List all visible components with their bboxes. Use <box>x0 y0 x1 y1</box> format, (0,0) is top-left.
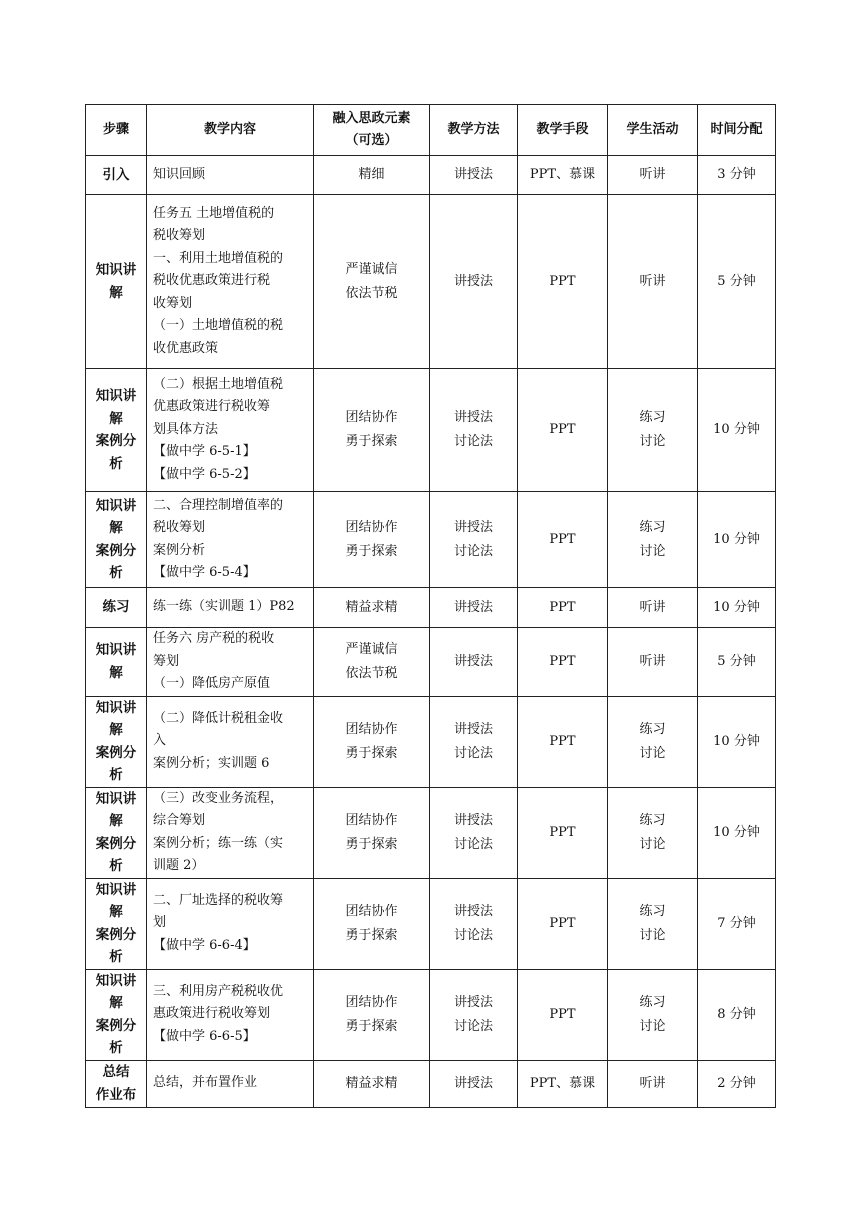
cell-text-line: 精益求精 <box>345 599 398 615</box>
cell-text-line: 勇于探索 <box>345 745 398 761</box>
means-cell <box>518 628 608 697</box>
activity-cell <box>608 628 698 697</box>
table-row <box>86 588 776 628</box>
cell-text-line: 二、合理控制增值率的 <box>153 497 284 513</box>
cell-text-line: 团结协作 <box>345 410 398 425</box>
means-cell <box>518 787 608 878</box>
cell-text-line: PPT <box>549 1006 576 1022</box>
cell-text-line: 融入思政元素 <box>332 111 411 126</box>
cell-text-line: 解 <box>109 904 123 920</box>
cell-text-line: 勇于探索 <box>345 543 398 559</box>
header-content <box>147 105 314 156</box>
table-row <box>86 195 776 369</box>
method-cell <box>430 588 518 628</box>
cell-text-line: 教学手段 <box>536 122 589 137</box>
cell-text-line: 依法节税 <box>345 285 398 301</box>
cell-text-line: 案例分 <box>95 1017 137 1034</box>
cell-text-line: 案例分 <box>95 542 137 559</box>
content-cell <box>147 628 314 697</box>
table-row <box>86 969 776 1060</box>
element-cell <box>314 787 430 878</box>
time-cell <box>698 156 776 195</box>
table-row <box>86 156 776 195</box>
cell-text-line: 团结协作 <box>345 994 398 1010</box>
cell-text-line: 讨论 <box>639 927 666 943</box>
content-cell <box>147 369 314 492</box>
content-cell <box>147 969 314 1060</box>
cell-text-line: 解 <box>109 813 123 829</box>
cell-text-line: 训题 2） <box>153 858 205 873</box>
cell-text-line: 一、利用土地增值税的 <box>153 250 284 266</box>
cell-text-line: 【做中学 6-6-5】 <box>153 1028 256 1044</box>
method-cell <box>430 492 518 588</box>
cell-text-line: 析 <box>109 767 123 783</box>
cell-text-line: 教学方法 <box>447 122 500 137</box>
cell-text-line: PPT <box>549 915 576 931</box>
method-cell <box>430 195 518 369</box>
cell-text-line: 知识讲 <box>95 262 137 278</box>
cell-text-line: 总结，并布置作业 <box>153 1075 258 1091</box>
means-cell <box>518 195 608 369</box>
activity-cell <box>608 588 698 628</box>
cell-text-line: 三、利用房产税税收优 <box>153 983 284 999</box>
time-cell <box>698 696 776 787</box>
header-row <box>86 105 776 156</box>
cell-text-line: （二）降低计税租金收 <box>153 710 284 726</box>
activity-cell <box>608 492 698 588</box>
method-cell <box>430 696 518 787</box>
element-cell <box>314 878 430 969</box>
cell-text-line: 教学内容 <box>203 122 256 137</box>
cell-text-line: 案例分 <box>95 744 137 761</box>
cell-text-line: 析 <box>109 455 123 472</box>
cell-text-line: PPT <box>549 531 576 547</box>
element-cell <box>314 628 430 697</box>
step-cell <box>86 369 147 492</box>
cell-text-line: PPT、慕课 <box>529 1075 596 1091</box>
content-cell <box>147 1060 314 1107</box>
cell-text-line: 听讲 <box>639 273 666 289</box>
activity-cell <box>608 696 698 787</box>
cell-text-line: 时间分配 <box>710 122 763 137</box>
cell-text-line: 知识讲 <box>95 388 137 404</box>
activity-cell <box>608 156 698 195</box>
cell-text-line: 5 分钟 <box>717 653 756 669</box>
means-cell <box>518 492 608 588</box>
cell-text-line: 析 <box>109 858 123 874</box>
cell-text-line: 10 分钟 <box>713 531 760 547</box>
cell-text-line: 讨论 <box>639 1018 666 1034</box>
cell-text-line: 解 <box>109 284 123 301</box>
cell-text-line: 【做中学 6-5-4】 <box>153 565 256 580</box>
cell-text-line: 练习 <box>639 410 666 425</box>
method-cell <box>430 969 518 1060</box>
cell-text-line: PPT <box>549 273 576 289</box>
cell-text-line: 严谨诚信 <box>345 261 398 277</box>
cell-text-line: 讲授法 <box>453 519 493 535</box>
cell-text-line: 案例分 <box>95 926 137 943</box>
cell-text-line: 讲授法 <box>453 653 493 669</box>
cell-text-line: 析 <box>109 565 123 581</box>
cell-text-line: 团结协作 <box>345 519 398 535</box>
cell-text-line: 收优惠政策 <box>153 340 219 356</box>
content-cell <box>147 492 314 588</box>
means-cell <box>518 588 608 628</box>
cell-text-line: 10 分钟 <box>713 422 760 437</box>
cell-text-line: 练习 <box>639 903 666 919</box>
cell-text-line: PPT <box>549 824 576 840</box>
step-cell <box>86 628 147 697</box>
header-teaching-means <box>518 105 608 156</box>
method-cell <box>430 156 518 195</box>
cell-text-line: 依法节税 <box>345 665 398 681</box>
content-cell <box>147 878 314 969</box>
cell-text-line: 讲授法 <box>453 410 493 425</box>
method-cell <box>430 878 518 969</box>
cell-text-line: 勇于探索 <box>345 1018 398 1034</box>
step-cell <box>86 492 147 588</box>
activity-cell <box>608 969 698 1060</box>
content-cell <box>147 156 314 195</box>
time-cell <box>698 588 776 628</box>
cell-text-line: 综合筹划 <box>153 813 206 828</box>
header-ideological-element <box>314 105 430 156</box>
step-cell <box>86 696 147 787</box>
time-cell <box>698 628 776 697</box>
cell-text-line: 解 <box>109 722 123 738</box>
step-cell <box>86 156 147 195</box>
time-cell <box>698 969 776 1060</box>
cell-text-line: 收筹划 <box>153 295 193 311</box>
cell-text-line: 讲授法 <box>453 903 493 919</box>
cell-text-line: 筹划 <box>153 653 180 669</box>
step-cell <box>86 969 147 1060</box>
cell-text-line: 严谨诚信 <box>345 641 398 657</box>
table-row <box>86 787 776 878</box>
cell-text-line: 勇于探索 <box>345 927 398 943</box>
method-cell <box>430 787 518 878</box>
element-cell <box>314 588 430 628</box>
cell-text-line: 【做中学 6-5-1】 <box>153 444 256 460</box>
table-row <box>86 878 776 969</box>
cell-text-line: 讲授法 <box>453 167 493 182</box>
cell-text-line: 练习 <box>639 721 666 737</box>
cell-text-line: 知识讲 <box>95 642 137 659</box>
cell-text-line: 精益求精 <box>345 1075 398 1091</box>
method-cell <box>430 369 518 492</box>
element-cell <box>314 969 430 1060</box>
cell-text-line: （一）降低房产原值 <box>153 676 271 691</box>
cell-text-line: 划具体方法 <box>153 421 219 437</box>
cell-text-line: 讨论法 <box>453 745 493 761</box>
cell-text-line: PPT <box>549 599 576 615</box>
element-cell <box>314 369 430 492</box>
cell-text-line: 惠政策进行税收筹划 <box>153 1006 271 1022</box>
cell-text-line: 团结协作 <box>345 721 398 737</box>
means-cell <box>518 369 608 492</box>
cell-text-line: 引入 <box>102 166 130 183</box>
activity-cell <box>608 787 698 878</box>
cell-text-line: 知识讲 <box>95 790 137 807</box>
cell-text-line: PPT、慕课 <box>529 167 596 182</box>
cell-text-line: 案例分 <box>95 433 137 449</box>
table-row <box>86 492 776 588</box>
method-cell <box>430 1060 518 1107</box>
cell-text-line: 讲授法 <box>453 599 493 615</box>
element-cell <box>314 156 430 195</box>
cell-text-line: （可选） <box>345 133 398 148</box>
cell-text-line: 税收筹划 <box>153 520 206 535</box>
content-cell <box>147 195 314 369</box>
cell-text-line: 析 <box>109 949 123 965</box>
cell-text-line: 讨论法 <box>453 543 493 559</box>
cell-text-line: PPT <box>549 422 576 437</box>
cell-text-line: 2 分钟 <box>717 1075 756 1091</box>
step-cell <box>86 195 147 369</box>
cell-text-line: 讲授法 <box>453 1075 493 1091</box>
cell-text-line: 划 <box>153 915 167 931</box>
cell-text-line: 讨论法 <box>453 1018 493 1034</box>
cell-text-line: 【做中学 6-6-4】 <box>153 937 256 953</box>
cell-text-line: 讨论 <box>639 434 666 449</box>
cell-text-line: 讨论法 <box>453 434 493 449</box>
element-cell <box>314 696 430 787</box>
cell-text-line: 知识讲 <box>95 972 137 989</box>
cell-text-line: 讨论 <box>639 836 666 852</box>
cell-text-line: 案例分析；实训题 6 <box>153 755 270 771</box>
time-cell <box>698 878 776 969</box>
teaching-plan-table <box>85 104 776 1108</box>
cell-text-line: 解 <box>109 995 123 1011</box>
cell-text-line: 税收优惠政策进行税 <box>153 273 271 289</box>
cell-text-line: 二、厂址选择的税收筹 <box>153 892 284 908</box>
cell-text-line: 案例分析；练一练（实 <box>153 835 284 851</box>
step-cell <box>86 878 147 969</box>
cell-text-line: 听讲 <box>639 167 666 182</box>
time-cell <box>698 1060 776 1107</box>
cell-text-line: 团结协作 <box>345 903 398 919</box>
time-cell <box>698 492 776 588</box>
time-cell <box>698 369 776 492</box>
cell-text-line: （二）根据土地增值税 <box>153 376 284 392</box>
table-row <box>86 369 776 492</box>
cell-text-line: 讨论 <box>639 543 666 559</box>
cell-text-line: 步骤 <box>102 122 129 137</box>
cell-text-line: 讨论 <box>639 745 666 761</box>
cell-text-line: 解 <box>109 664 123 681</box>
cell-text-line: 任务六 房产税的税收 <box>153 631 275 646</box>
means-cell <box>518 156 608 195</box>
cell-text-line: 练习 <box>639 519 666 535</box>
cell-text-line: 知识回顾 <box>153 166 206 182</box>
cell-text-line: 8 分钟 <box>717 1006 756 1022</box>
content-cell <box>147 588 314 628</box>
cell-text-line: 解 <box>109 410 123 427</box>
cell-text-line: 练习 <box>102 599 130 616</box>
cell-text-line: 听讲 <box>639 1075 666 1091</box>
cell-text-line: 勇于探索 <box>345 836 398 852</box>
cell-text-line: 7 分钟 <box>717 915 756 931</box>
cell-text-line: 勇于探索 <box>345 434 398 449</box>
cell-text-line: 练习 <box>639 994 666 1010</box>
cell-text-line: 10 分钟 <box>713 599 760 615</box>
means-cell <box>518 969 608 1060</box>
activity-cell <box>608 878 698 969</box>
cell-text-line: 5 分钟 <box>717 273 756 289</box>
activity-cell <box>608 369 698 492</box>
cell-text-line: 讲授法 <box>453 994 493 1010</box>
table-row <box>86 1060 776 1107</box>
cell-text-line: 解 <box>109 520 123 536</box>
time-cell <box>698 195 776 369</box>
cell-text-line: 任务五 土地增值税的 <box>153 205 275 221</box>
cell-text-line: 作业布 <box>95 1086 137 1103</box>
cell-text-line: 10 分钟 <box>713 733 760 749</box>
cell-text-line: 入 <box>153 733 167 749</box>
cell-text-line: 听讲 <box>639 653 666 669</box>
cell-text-line: 知识讲 <box>95 699 137 716</box>
cell-text-line: 3 分钟 <box>717 167 756 182</box>
cell-text-line: 【做中学 6-5-2】 <box>153 466 256 482</box>
cell-text-line: 总结 <box>102 1064 130 1080</box>
table-row <box>86 628 776 697</box>
activity-cell <box>608 1060 698 1107</box>
cell-text-line: 优惠政策进行税收筹 <box>153 399 271 415</box>
cell-text-line: 10 分钟 <box>713 824 760 840</box>
cell-text-line: 练一练（实训题 1）P82 <box>153 599 295 615</box>
cell-text-line: 案例分 <box>95 835 137 852</box>
content-cell <box>147 787 314 878</box>
means-cell <box>518 878 608 969</box>
cell-text-line: 税收筹划 <box>153 228 206 244</box>
means-cell <box>518 1060 608 1107</box>
time-cell <box>698 787 776 878</box>
cell-text-line: 案例分析 <box>153 542 206 558</box>
cell-text-line: 析 <box>109 1040 123 1056</box>
step-cell <box>86 588 147 628</box>
cell-text-line: 学生活动 <box>626 122 679 137</box>
element-cell <box>314 492 430 588</box>
step-cell <box>86 787 147 878</box>
table-row <box>86 696 776 787</box>
cell-text-line: 讨论法 <box>453 836 493 852</box>
cell-text-line: 讲授法 <box>453 721 493 737</box>
means-cell <box>518 696 608 787</box>
cell-text-line: 知识讲 <box>95 497 137 514</box>
cell-text-line: 团结协作 <box>345 812 398 828</box>
element-cell <box>314 195 430 369</box>
cell-text-line: PPT <box>549 653 576 669</box>
activity-cell <box>608 195 698 369</box>
cell-text-line: PPT <box>549 733 576 749</box>
cell-text-line: 练习 <box>639 812 666 828</box>
cell-text-line: 听讲 <box>639 599 666 615</box>
header-step <box>86 105 147 156</box>
element-cell <box>314 1060 430 1107</box>
header-teaching-method <box>430 105 518 156</box>
content-cell <box>147 696 314 787</box>
step-cell <box>86 1060 147 1107</box>
cell-text-line: 讲授法 <box>453 273 493 289</box>
cell-text-line: （三）改变业务流程， <box>153 790 284 806</box>
cell-text-line: （一）土地增值税的税 <box>153 318 284 334</box>
cell-text-line: 精细 <box>358 167 385 182</box>
cell-text-line: 知识讲 <box>95 881 137 898</box>
method-cell <box>430 628 518 697</box>
header-student-activity <box>608 105 698 156</box>
cell-text-line: 讨论法 <box>453 927 493 943</box>
cell-text-line: 讲授法 <box>453 812 493 828</box>
header-time-allocation <box>698 105 776 156</box>
